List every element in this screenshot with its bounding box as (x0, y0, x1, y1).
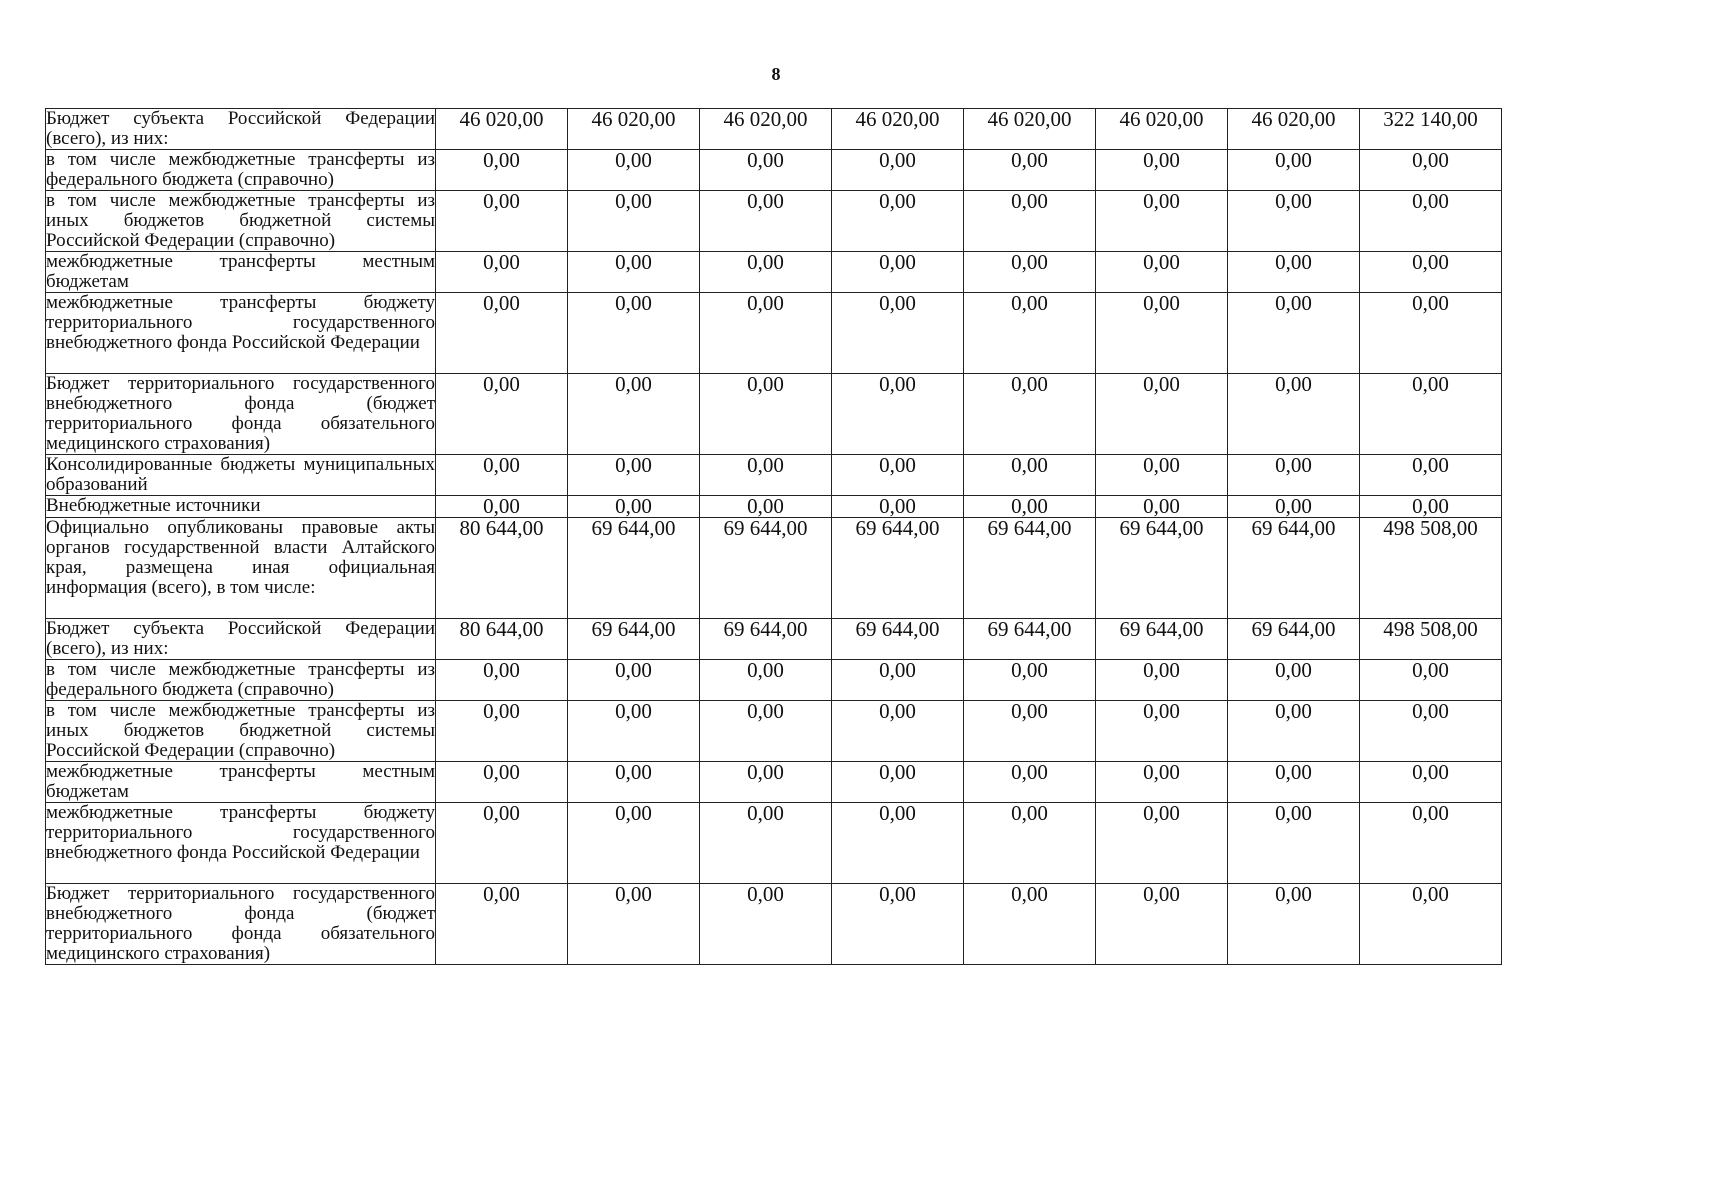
value-cell: 0,00 (436, 455, 568, 496)
value-cell: 0,00 (1360, 252, 1502, 293)
value-cell: 0,00 (1228, 374, 1360, 455)
table-row (46, 374, 1502, 455)
row-label: Бюджет субъекта Российской Федерации (всего), из них: (46, 618, 435, 659)
row-label: Внебюджетные источники (46, 496, 436, 518)
value-cell: 0,00 (1228, 803, 1360, 884)
value-cell: 0,00 (964, 660, 1096, 701)
value-cell: 0,00 (568, 191, 700, 252)
table-row (46, 252, 1502, 293)
value-cell: 0,00 (436, 374, 568, 455)
value-cell: 0,00 (1228, 701, 1360, 762)
value-cell: 69 644,00 (832, 518, 964, 619)
table-row (46, 150, 1502, 191)
value-cell: 0,00 (700, 191, 832, 252)
table-row (46, 884, 1502, 965)
value-cell: 46 020,00 (832, 109, 964, 150)
value-cell: 80 644,00 (436, 518, 568, 619)
value-cell: 0,00 (436, 884, 568, 965)
value-cell: 0,00 (568, 701, 700, 762)
value-cell: 0,00 (700, 884, 832, 965)
table-row (46, 619, 1502, 660)
page-number: 8 (771, 64, 781, 84)
row-label: Официально опубликованы правовые акты органов государственной власти Алтайского края, размещена иная официальная информация (всего), в том числе: (46, 518, 436, 619)
value-cell: 0,00 (568, 252, 700, 293)
table-row (46, 660, 1502, 701)
value-cell: 0,00 (832, 701, 964, 762)
value-cell: 0,00 (832, 191, 964, 252)
value-cell: 0,00 (568, 762, 700, 803)
value-cell: 0,00 (964, 701, 1096, 762)
value-cell: 0,00 (700, 762, 832, 803)
table-row (46, 762, 1502, 803)
value-cell: 0,00 (964, 884, 1096, 965)
value-cell: 69 644,00 (964, 518, 1096, 619)
table-row (46, 803, 1502, 884)
value-cell: 0,00 (832, 252, 964, 293)
value-cell: 0,00 (1228, 293, 1360, 374)
value-cell: 0,00 (1360, 884, 1502, 965)
value-cell: 0,00 (832, 884, 964, 965)
value-cell: 0,00 (1096, 374, 1228, 455)
value-cell: 0,00 (1096, 150, 1228, 191)
table-row (46, 293, 1502, 374)
value-cell: 46 020,00 (568, 109, 700, 150)
value-cell: 69 644,00 (568, 619, 700, 660)
value-cell: 0,00 (964, 252, 1096, 293)
value-cell: 0,00 (1228, 884, 1360, 965)
value-cell: 0,00 (436, 762, 568, 803)
value-cell: 46 020,00 (700, 109, 832, 150)
value-cell: 0,00 (1228, 762, 1360, 803)
value-cell: 0,00 (1096, 293, 1228, 374)
value-cell: 0,00 (1228, 455, 1360, 496)
value-cell: 0,00 (832, 762, 964, 803)
value-cell: 69 644,00 (568, 518, 700, 619)
value-cell: 0,00 (1360, 762, 1502, 803)
table-row (46, 701, 1502, 762)
value-cell: 0,00 (700, 293, 832, 374)
value-cell: 0,00 (700, 701, 832, 762)
value-cell: 0,00 (1228, 496, 1360, 518)
value-cell: 0,00 (832, 293, 964, 374)
value-cell: 0,00 (436, 191, 568, 252)
value-cell: 0,00 (700, 496, 832, 518)
value-cell: 69 644,00 (1096, 518, 1228, 619)
row-label: межбюджетные трансферты бюджету территориального государственного внебюджетного фонда Российской Федерации (46, 803, 436, 884)
value-cell: 46 020,00 (1228, 109, 1360, 150)
value-cell: 0,00 (1360, 191, 1502, 252)
table-row (46, 496, 1502, 518)
value-cell: 0,00 (832, 150, 964, 191)
value-cell: 0,00 (568, 150, 700, 191)
row-label: в том числе межбюджетные трансферты из федерального бюджета (справочно) (46, 149, 435, 190)
budget-table-body (46, 109, 1502, 965)
value-cell: 0,00 (1096, 191, 1228, 252)
value-cell: 0,00 (568, 660, 700, 701)
value-cell: 0,00 (1096, 660, 1228, 701)
value-cell: 46 020,00 (436, 109, 568, 150)
value-cell: 0,00 (964, 293, 1096, 374)
value-cell: 0,00 (700, 455, 832, 496)
value-cell: 0,00 (1360, 701, 1502, 762)
value-cell: 0,00 (436, 496, 568, 518)
value-cell: 0,00 (436, 252, 568, 293)
value-cell: 0,00 (436, 150, 568, 191)
table-row (46, 455, 1502, 496)
row-label: в том числе межбюджетные трансферты из федерального бюджета (справочно) (46, 659, 435, 700)
value-cell: 0,00 (1228, 191, 1360, 252)
value-cell: 498 508,00 (1360, 619, 1502, 660)
value-cell: 0,00 (832, 660, 964, 701)
value-cell: 0,00 (1096, 884, 1228, 965)
value-cell: 69 644,00 (964, 619, 1096, 660)
value-cell: 0,00 (700, 660, 832, 701)
value-cell: 69 644,00 (1096, 619, 1228, 660)
value-cell: 0,00 (1096, 803, 1228, 884)
value-cell: 69 644,00 (832, 619, 964, 660)
value-cell: 0,00 (1228, 252, 1360, 293)
value-cell: 0,00 (1228, 660, 1360, 701)
value-cell: 0,00 (964, 191, 1096, 252)
value-cell: 0,00 (1096, 701, 1228, 762)
value-cell: 0,00 (700, 803, 832, 884)
table-row (46, 191, 1502, 252)
value-cell: 0,00 (1360, 803, 1502, 884)
value-cell: 0,00 (1360, 374, 1502, 455)
budget-table (45, 108, 1502, 965)
value-cell: 0,00 (568, 455, 700, 496)
row-label: Консолидированные бюджеты муниципальных образований (46, 454, 435, 495)
value-cell: 0,00 (832, 803, 964, 884)
value-cell: 0,00 (568, 293, 700, 374)
value-cell: 0,00 (832, 374, 964, 455)
value-cell: 498 508,00 (1360, 518, 1502, 619)
row-label: межбюджетные трансферты бюджету территориального государственного внебюджетного фонда Российской Федерации (46, 293, 436, 374)
value-cell: 0,00 (964, 762, 1096, 803)
value-cell: 46 020,00 (1096, 109, 1228, 150)
table-row (46, 109, 1502, 150)
value-cell: 0,00 (832, 455, 964, 496)
value-cell: 0,00 (700, 150, 832, 191)
value-cell: 69 644,00 (1228, 619, 1360, 660)
value-cell: 0,00 (436, 701, 568, 762)
value-cell: 0,00 (964, 455, 1096, 496)
table-row (46, 518, 1502, 619)
value-cell: 0,00 (568, 884, 700, 965)
value-cell: 0,00 (1360, 660, 1502, 701)
value-cell: 46 020,00 (964, 109, 1096, 150)
row-label: межбюджетные трансферты местным бюджетам (46, 761, 435, 802)
row-label: в том числе межбюджетные трансферты из иных бюджетов бюджетной системы Российской Федерации (справочно) (46, 700, 435, 761)
value-cell: 0,00 (1096, 252, 1228, 293)
row-label: Бюджет территориального государственного внебюджетного фонда (бюджет территориального фонда обязательного медицинского страхования) (46, 373, 435, 454)
value-cell: 0,00 (568, 496, 700, 518)
value-cell: 0,00 (964, 803, 1096, 884)
row-label: межбюджетные трансферты местным бюджетам (46, 251, 435, 292)
value-cell: 0,00 (1096, 455, 1228, 496)
value-cell: 0,00 (436, 293, 568, 374)
value-cell: 0,00 (832, 496, 964, 518)
value-cell: 0,00 (700, 252, 832, 293)
value-cell: 0,00 (1360, 496, 1502, 518)
value-cell: 0,00 (964, 374, 1096, 455)
value-cell: 80 644,00 (436, 619, 568, 660)
value-cell: 0,00 (1360, 293, 1502, 374)
value-cell: 0,00 (1096, 496, 1228, 518)
value-cell: 0,00 (1360, 150, 1502, 191)
value-cell: 69 644,00 (700, 518, 832, 619)
value-cell: 0,00 (568, 374, 700, 455)
value-cell: 69 644,00 (700, 619, 832, 660)
value-cell: 69 644,00 (1228, 518, 1360, 619)
row-label: в том числе межбюджетные трансферты из иных бюджетов бюджетной системы Российской Федерации (справочно) (46, 190, 435, 251)
value-cell: 0,00 (700, 374, 832, 455)
row-label: Бюджет территориального государственного внебюджетного фонда (бюджет территориального фонда обязательного медицинского страхования) (46, 883, 435, 964)
value-cell: 0,00 (1096, 762, 1228, 803)
value-cell: 322 140,00 (1360, 109, 1502, 150)
value-cell: 0,00 (964, 496, 1096, 518)
value-cell: 0,00 (436, 660, 568, 701)
value-cell: 0,00 (568, 803, 700, 884)
value-cell: 0,00 (964, 150, 1096, 191)
value-cell: 0,00 (436, 803, 568, 884)
value-cell: 0,00 (1360, 455, 1502, 496)
value-cell: 0,00 (1228, 150, 1360, 191)
row-label: Бюджет субъекта Российской Федерации (всего), из них: (46, 108, 435, 149)
